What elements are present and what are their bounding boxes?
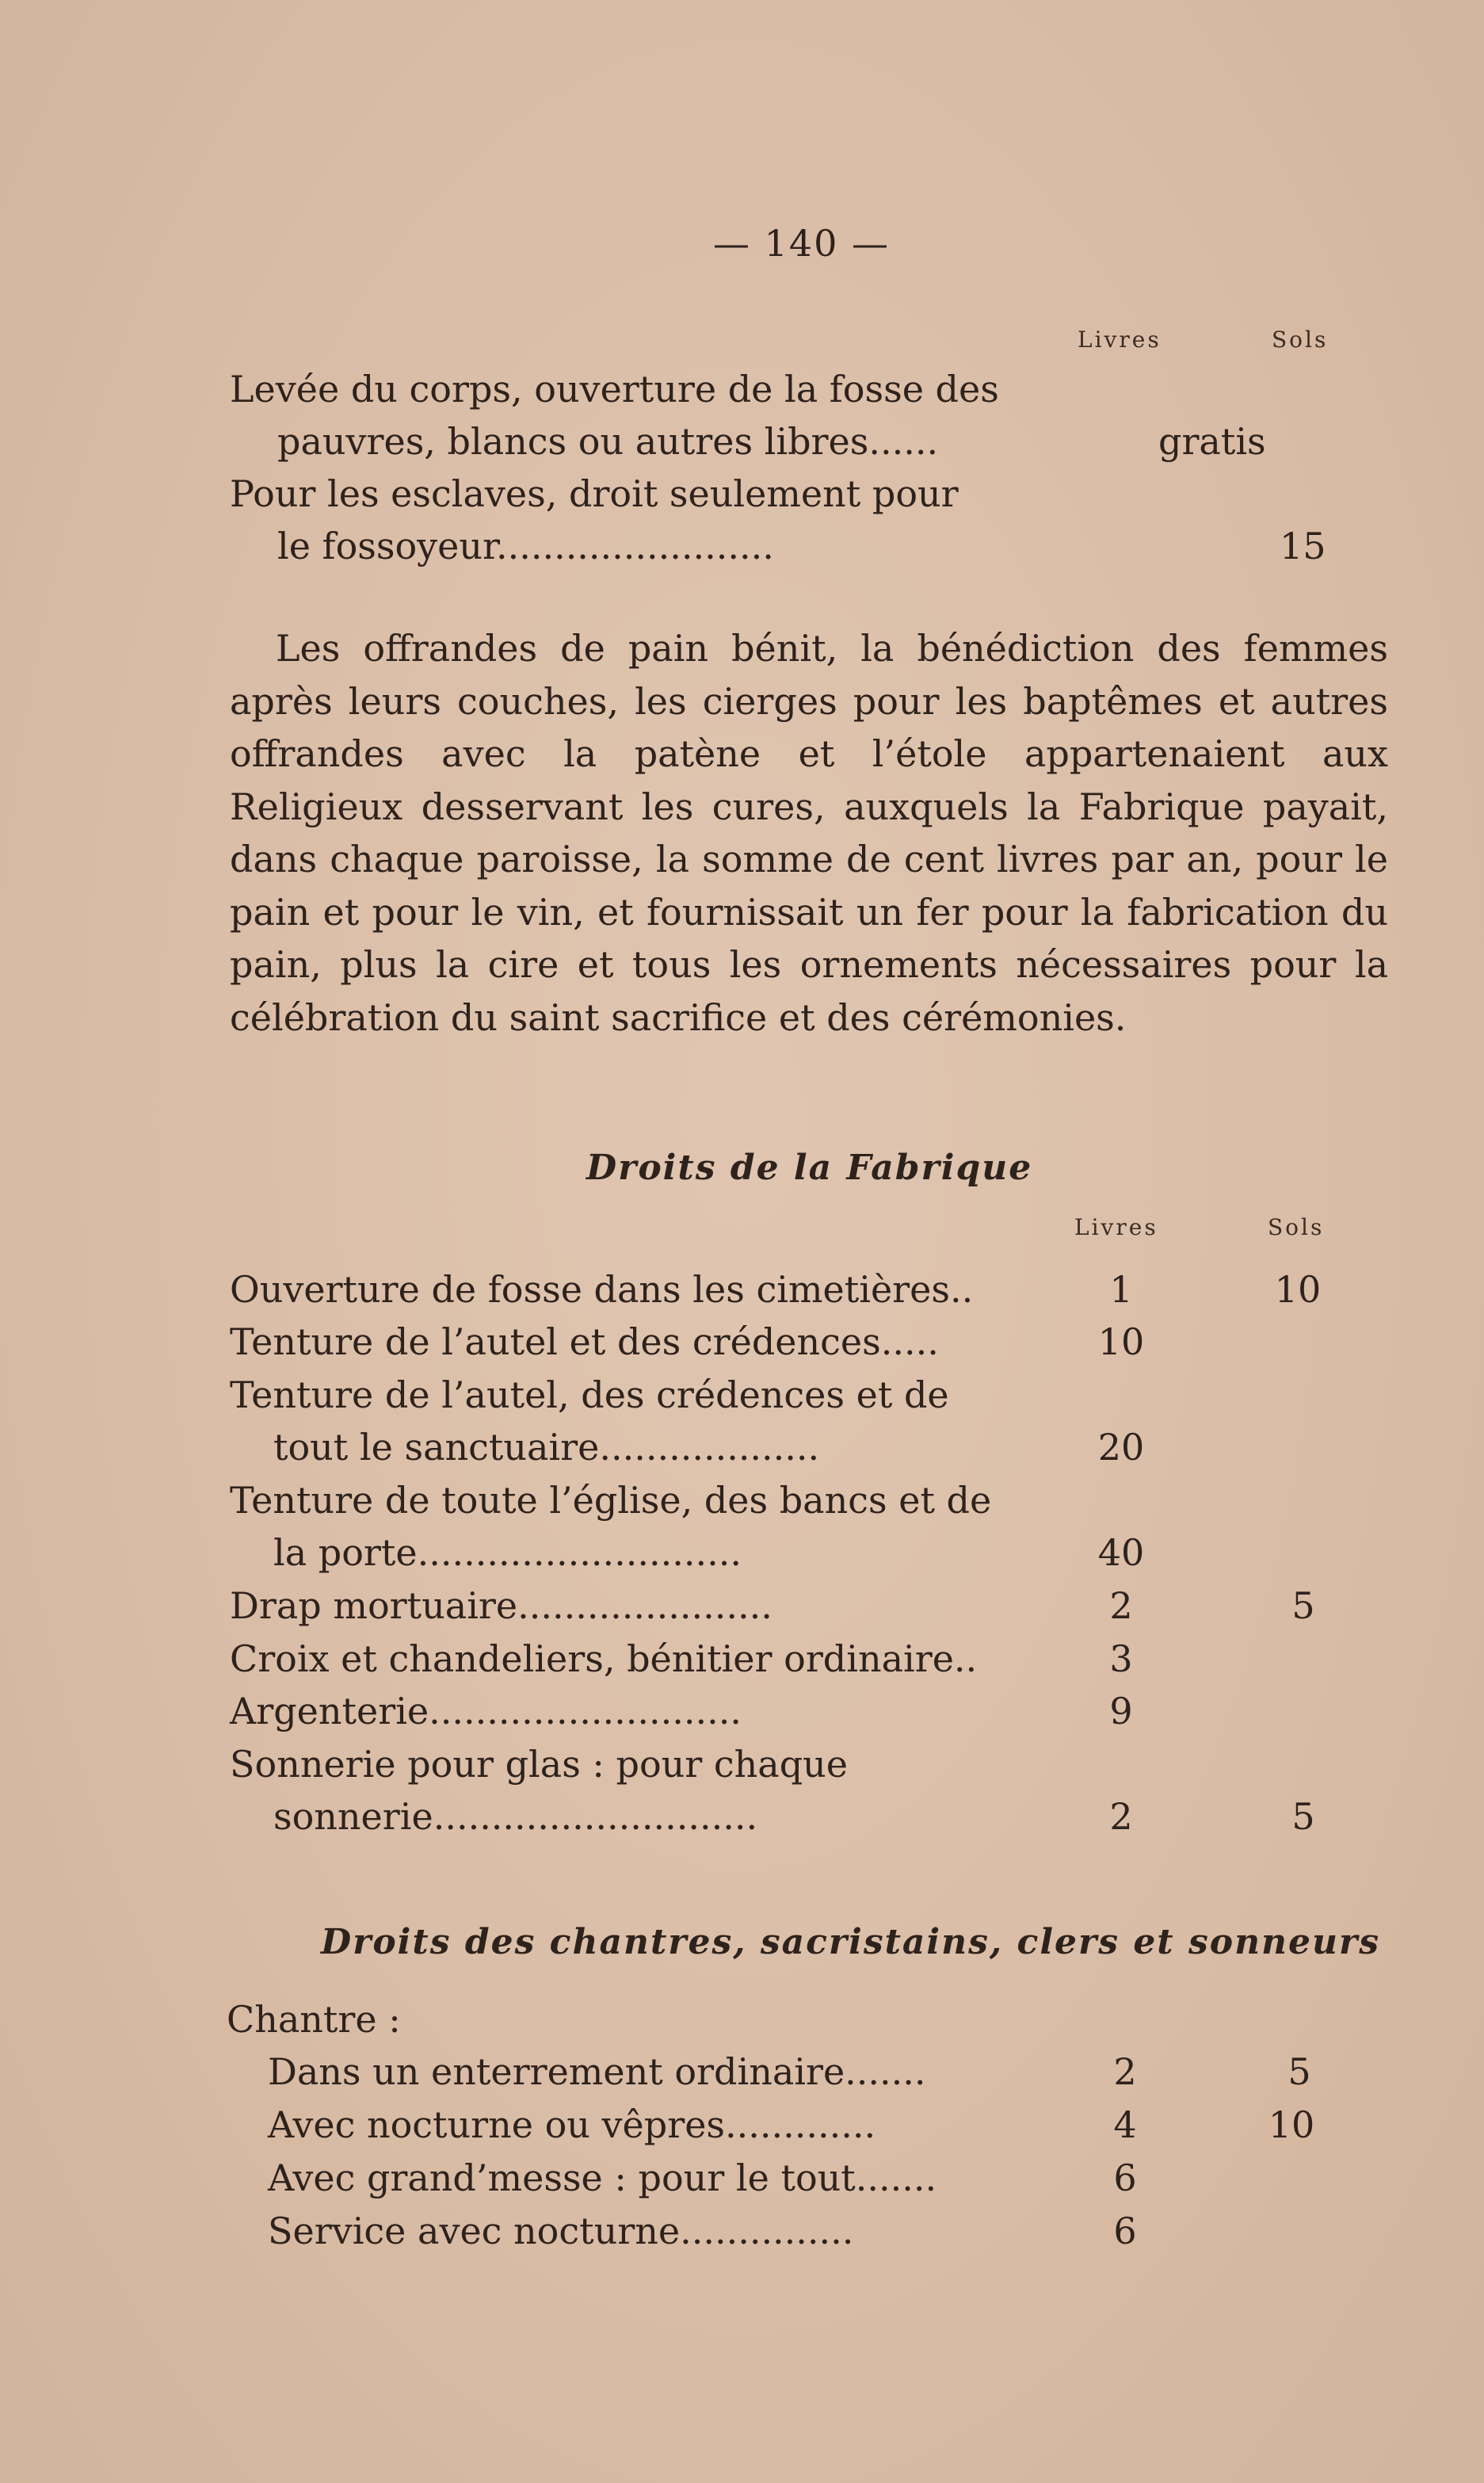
fabrique-row-text: Tenture de toute l’église, des bancs et de xyxy=(230,1479,992,1522)
chantre-row-livres: 2 xyxy=(1113,2050,1137,2093)
fabrique-row-livres: 40 xyxy=(1097,1531,1145,1574)
fabrique-row-livres: 9 xyxy=(1109,1690,1133,1732)
funeral-row-1-value: gratis xyxy=(1158,420,1266,463)
fabrique-row-livres: 2 xyxy=(1109,1795,1133,1838)
fabrique-row-sols: 5 xyxy=(1291,1795,1315,1838)
column-header-sols: Sols xyxy=(1272,327,1329,353)
column-header-livres: Livres xyxy=(1078,327,1162,353)
funeral-row-1-line1: Levée du corps, ouverture de la fosse des xyxy=(230,368,999,411)
funeral-row-2-sols: 15 xyxy=(1280,525,1326,567)
fabrique-row-sols: 5 xyxy=(1291,1584,1315,1627)
fabrique-row-livres: 2 xyxy=(1109,1584,1133,1627)
section-heading-fabrique: Droits de la Fabrique xyxy=(586,1148,1033,1188)
page-number: — 140 — xyxy=(713,222,891,265)
chantre-row-text: Dans un enterrement ordinaire....... xyxy=(268,2050,926,2093)
chantre-subtitle: Chantre : xyxy=(227,1998,401,2041)
fabrique-row-text: Tenture de l’autel et des crédences..... xyxy=(230,1320,939,1363)
fabrique-row-livres: 1 xyxy=(1109,1268,1133,1311)
fabrique-row-cont: tout le sanctuaire................... xyxy=(273,1426,820,1469)
fabrique-header-livres: Livres xyxy=(1074,1214,1158,1240)
section-heading-chantres: Droits des chantres, sacristains, clers et sonneurs xyxy=(321,1922,1380,1962)
funeral-row-1-line2: pauvres, blancs ou autres libres...... xyxy=(277,420,939,463)
chantre-row-livres: 4 xyxy=(1113,2103,1137,2146)
fabrique-row-text: Croix et chandeliers, bénitier ordinaire.. xyxy=(230,1637,978,1680)
fabrique-row-text: Sonnerie pour glas : pour chaque xyxy=(230,1743,849,1786)
fabrique-row-text: Ouverture de fosse dans les cimetières.. xyxy=(230,1268,974,1311)
fabrique-row-livres: 20 xyxy=(1097,1426,1145,1469)
chantre-row-text: Avec grand’messe : pour le tout....... xyxy=(268,2156,937,2199)
funeral-row-2-line2: le fossoyeur........................ xyxy=(277,525,774,567)
fabrique-row-cont: la porte............................ xyxy=(273,1531,742,1574)
chantre-row-text: Service avec nocturne............... xyxy=(268,2210,854,2252)
chantre-row-sols: 5 xyxy=(1288,2050,1311,2093)
chantre-row-text: Avec nocturne ou vêpres............. xyxy=(268,2103,876,2146)
fabrique-row-cont: sonnerie............................ xyxy=(273,1795,758,1838)
funeral-row-2-line1: Pour les esclaves, droit seulement pour xyxy=(230,472,959,515)
fabrique-header-sols: Sols xyxy=(1268,1214,1325,1240)
paragraph-text: Les offrandes de pain bénit, la bénédiction des femmes après leurs couches, les cierges pour les baptêmes et autres offrandes avec la patène et l’étole appartenaient aux Religieux desservant les cures, auxquels la Fabrique payait, dans chaque paroisse, la somme de cent livres par an, pour le pain et pour le vin, et fournissait un fer pour la fabrication du pain, plus la cire et tous les ornements nécessaires pour la célébration du saint sacrifice et des cérémonies. xyxy=(230,627,1388,1039)
fabrique-row-livres: 3 xyxy=(1109,1637,1133,1680)
fabrique-row-sols: 10 xyxy=(1274,1268,1322,1311)
chantre-row-livres: 6 xyxy=(1113,2210,1137,2252)
fabrique-row-text: Drap mortuaire...................... xyxy=(230,1584,773,1627)
chantre-row-livres: 6 xyxy=(1113,2156,1137,2199)
fabrique-row-text: Argenterie........................... xyxy=(230,1690,742,1732)
body-paragraph xyxy=(230,622,1388,1044)
fabrique-row-text: Tenture de l’autel, des crédences et de xyxy=(230,1373,949,1416)
fabrique-row-livres: 10 xyxy=(1097,1320,1145,1363)
chantre-row-sols: 10 xyxy=(1268,2103,1315,2146)
